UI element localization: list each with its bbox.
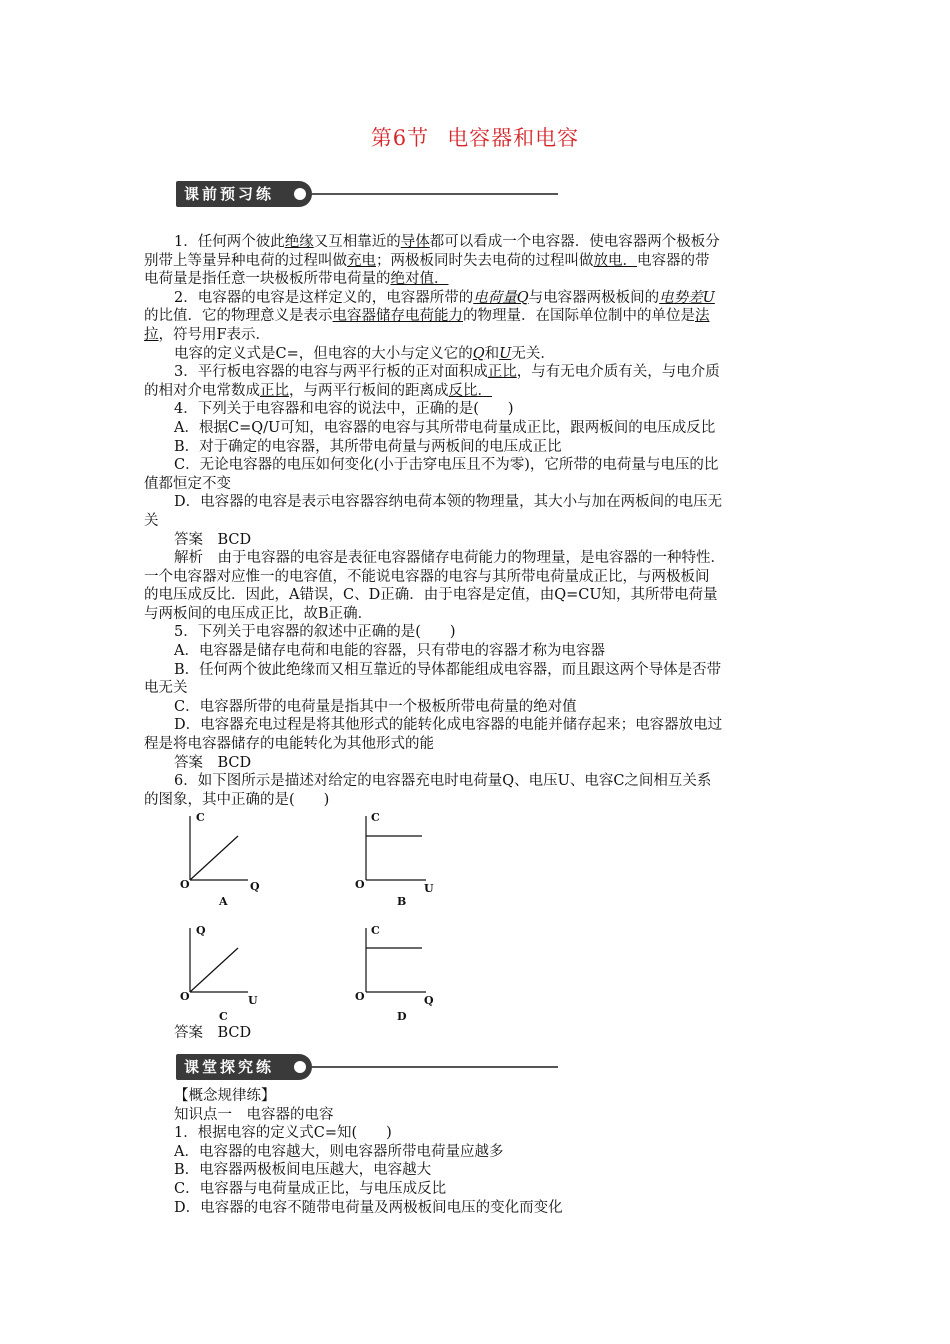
knowledge-point-heading: 知识点一 电容器的电容 [174,1106,334,1123]
q5-option-b: B．任何两个彼此绝缘而又相互靠近的导体都能组成电容器，而且跟这两个导体是否带 [174,661,722,678]
q1-line2: 别带上等量异种电荷的过程叫做充电；两极板同时失去电荷的过程叫做放电．电容器的带 [144,252,710,269]
y-axis-label: C [371,811,380,824]
graph-c [176,920,276,1028]
origin-label: O [355,878,365,891]
q5-stem: 5．下列关于电容器的叙述中正确的是( ) [174,624,456,641]
x-axis-label: Q [250,880,260,893]
section-header-pre [176,181,558,207]
q2-line4: 电容的定义式是C=，但电容的大小与定义它的Q和U无关． [174,345,555,362]
divider [312,1066,558,1068]
origin-label: O [355,990,365,1003]
q4-option-a: A．根据C=Q/U可知，电容器的电容与其所带电荷量成正比，跟两板间的电压成反比 [174,419,716,436]
c1-option-c: C．电容器与电荷量成正比，与电压成反比 [174,1180,447,1197]
q4-explanation-cont: 与两板间的电压成正比，故B正确． [144,605,373,622]
graph-label: C [219,1010,228,1023]
q5-option-d-cont: 程是将电容器储存的电能转化为其他形式的能 [144,736,434,753]
y-axis-label: Q [196,924,206,937]
section-number: 第6节 [370,126,430,150]
x-axis-label: U [424,882,434,895]
q6-answer-block [144,1024,812,1043]
section-label: 课前预习练 [184,185,275,203]
q4-answer: 答案 BCD [174,531,252,548]
q6-stem: 6．如下图所示是描述对给定的电容器充电时电荷量Q、电压U、电容C之间相互关系 [174,773,712,790]
subsection-heading: 【概念规律练】 [174,1088,276,1104]
q5-option-d: D．电容器充电过程是将其他形式的能转化成电容器的电能并储存起来；电容器放电过 [174,717,723,734]
q5-answer: 答案 BCD [174,754,252,771]
divider [312,193,558,195]
q3-line1: 3．平行板电容器的电容与两平行板的正对面积成正比，与有无电介质有关，与电介质 [174,364,720,381]
q4-option-c-cont: 值都恒定不变 [144,475,231,492]
q5-option-b-cont: 电无关 [144,680,188,697]
graph-label: B [397,895,407,908]
y-axis-label: C [196,811,205,824]
q4-option-d: D．电容器的电容是表示电容器容纳电荷本领的物理量，其大小与加在两板间的电压无 [174,494,723,511]
q4-explanation-cont: 的电压成反比．因此，A错误，C、D正确．由于电容是定值，由Q=CU知，其所带电荷量 [144,587,718,604]
x-axis-label: U [248,994,258,1007]
y-axis-label: C [371,924,380,937]
graph-label: D [397,1010,407,1023]
origin-label: O [180,990,190,1003]
q3-line2: 的相对介电常数成正比，与两平行板间的距离成反比． [144,382,492,399]
bullet-dot-icon [294,1061,306,1073]
preview-block [144,233,812,809]
c1-stem: 1．根据电容的定义式C=知( ) [174,1125,392,1142]
bullet-dot-icon [294,188,306,200]
q4-stem: 4．下列关于电容器和电容的说法中，正确的是( ) [174,401,514,418]
q5-option-c: C．电容器所带的电荷量是指其中一个极板所带电荷量的绝对值 [174,698,577,715]
graph-label: A [219,895,228,908]
q4-explanation-cont: 一个电容器对应惟一的电容值，不能说电容器的电容与其所带电荷量成正比，与两极板间 [144,568,710,585]
q1-line1: 1．任何两个彼此绝缘又互相靠近的导体都可以看成一个电容器．使电容器两个极板分 [174,234,720,250]
c1-option-b: B．电容器两极板间电压越大，电容越大 [174,1162,432,1179]
q4-option-b: B．对于确定的电容器，其所带电荷量与两板间的电压成正比 [174,438,562,455]
q6-stem-cont: 的图象，其中正确的是( ) [144,791,330,808]
class-block [174,1087,842,1217]
section-label: 课堂探究练 [184,1058,275,1076]
q6-answer: 答案 BCD [174,1025,252,1041]
section-header-class [176,1054,558,1080]
graph-a [176,808,276,914]
q2-line1: 2．电容器的电容是这样定义的，电容器所带的电荷量Q与电容器两极板间的电势差U [174,289,715,306]
origin-label: O [180,878,190,891]
q4-option-c: C．无论电容器的电压如何变化(小于击穿电压且不为零)，它所带的电荷量与电压的比 [174,457,719,474]
q4-explanation: 解析 由于电容器的电容是表征电容器储存电荷能力的物理量，是电容器的一种特性． [174,550,725,567]
q5-option-a: A．电容器是储存电荷和电能的容器，只有带电的容器才称为电容器 [174,643,605,660]
c1-option-a: A．电容器的电容越大，则电容器所带电荷量应越多 [174,1143,504,1160]
q2-line2: 的比值．它的物理意义是表示电容器储存电荷能力的物理量．在国际单位制中的单位是法 [144,308,710,325]
x-axis-label: Q [424,994,434,1007]
c1-option-d: D．电容器的电容不随带电荷量及两极板间电压的变化而变化 [174,1199,563,1216]
q2-line3: 拉，符号用F表示． [144,326,271,343]
page-title [0,122,950,152]
section-name: 电容器和电容 [447,126,580,150]
graph-b [348,808,448,914]
graph-d [348,920,448,1028]
q4-option-d-cont: 关 [144,512,159,529]
q1-line3: 电荷量是指任意一块极板所带电荷量的绝对值． [144,271,449,288]
